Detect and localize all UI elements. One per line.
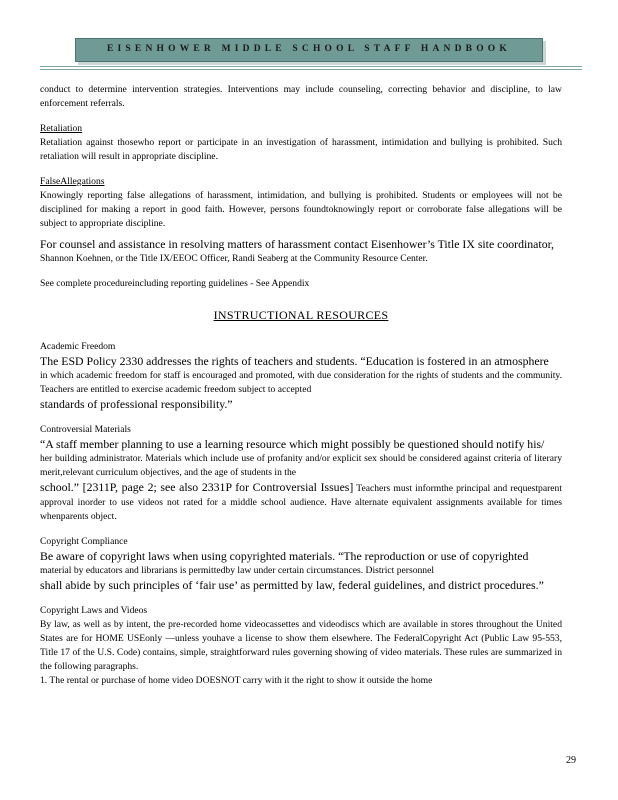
handbook-header-title: EISENHOWER MIDDLE SCHOOL STAFF HANDBOOK bbox=[107, 44, 511, 54]
copyright-videos-heading: Copyright Laws and Videos bbox=[40, 605, 148, 616]
counsel-lead: For counsel and assistance in resolving matters of harassment contact Eisenhower’s Title IX site coordinator, bbox=[40, 237, 554, 251]
page-content bbox=[40, 83, 562, 688]
retaliation-paragraph: Retaliation against thosewho report or participate in an investigation of harassment, intimidation and bullying is prohibited. Such retaliation will result in appropriate discipline. bbox=[40, 137, 562, 162]
controversial-mid: school.” [2311P, page 2; see also 2331P for Controversial Issues] bbox=[40, 480, 354, 494]
counsel-paragraph: Shannon Koehnen, or the Title IX/EEOC Officer, Randi Seaberg at the Community Resource Center. bbox=[40, 253, 428, 264]
academic-freedom-body: in which academic freedom for staff is encouraged and promoted, with due consideration for the rights of students and the community. Teachers are entitled to exercise academic freedom subject to accepted bbox=[40, 370, 562, 395]
copyright-compliance-lead: Be aware of copyright laws when using copyrighted materials. “The reproduction or use of copyrighted bbox=[40, 549, 529, 563]
section-title: INSTRUCTIONAL RESOURCES bbox=[213, 308, 389, 322]
academic-freedom-heading: Academic Freedom bbox=[40, 341, 116, 352]
copyright-compliance-tail: shall abide by such principles of ‘fair use’ as permitted by law, federal guidelines, and district procedures.” bbox=[40, 578, 544, 592]
false-allegations-heading: FalseAllegations bbox=[40, 176, 105, 187]
false-allegations-paragraph: Knowingly reporting false allegations of harassment, intimidation, and bullying is prohibited. Students or employees will not be disciplined for making a report in good faith. However, persons foundtoknowingly report or corroborate false allegations will be subject to appropriate discipline. bbox=[40, 190, 562, 229]
intro-paragraph: conduct to determine intervention strategies. Interventions may include counseling, correcting behavior and discipline, to law enforcement referrals. bbox=[40, 84, 562, 109]
see-complete-line: See complete procedureincluding reporting guidelines - See Appendix bbox=[40, 278, 310, 289]
controversial-mid-paragraph bbox=[40, 480, 562, 524]
page-number: 29 bbox=[566, 755, 576, 766]
controversial-heading: Controversial Materials bbox=[40, 424, 131, 435]
retaliation-heading: Retaliation bbox=[40, 123, 83, 134]
handbook-header-bar bbox=[75, 38, 543, 62]
copyright-compliance-body: material by educators and librarians is permittedby law under certain circumstances. District personnel bbox=[40, 565, 435, 576]
academic-freedom-lead: The ESD Policy 2330 addresses the rights of teachers and students. “Education is fostered in an atmosphere bbox=[40, 354, 549, 368]
controversial-body: her building administrator. Materials which include use of profanity and/or explicit sex should be considered against criteria of literary merit,relevant curriculum objectives, and the age of students in the bbox=[40, 453, 562, 478]
copyright-videos-item-1: 1. The rental or purchase of home video DOESNOT carry with it the right to show it outside the home bbox=[40, 675, 433, 686]
controversial-tail: Teachers must informthe principal and requestparent approval inorder to use videos not rated for a middle school audience. Have alternate equivalent assignments available for times whenparents object. bbox=[40, 483, 562, 522]
header-rule-bottom bbox=[40, 69, 582, 70]
copyright-videos-paragraph: By law, as well as by intent, the pre-recorded home videocassettes and videodiscs which are available in stores throughout the United States are for HOME USEonly —unless youhave a license to show them elsewhere. The FederalCopyright Act (Public Law 95-553, Title 17 of the U.S. Code) contains, simple, straightforward rules governing showing of video materials. These rules are summarized in the following paragraphs. bbox=[40, 619, 562, 672]
header-rule-top bbox=[40, 66, 582, 67]
academic-freedom-tail: standards of professional responsibility.” bbox=[40, 397, 233, 411]
copyright-compliance-heading: Copyright Compliance bbox=[40, 536, 128, 547]
controversial-lead: “A staff member planning to use a learning resource which might possibly be questioned should notify his/ bbox=[40, 437, 545, 451]
